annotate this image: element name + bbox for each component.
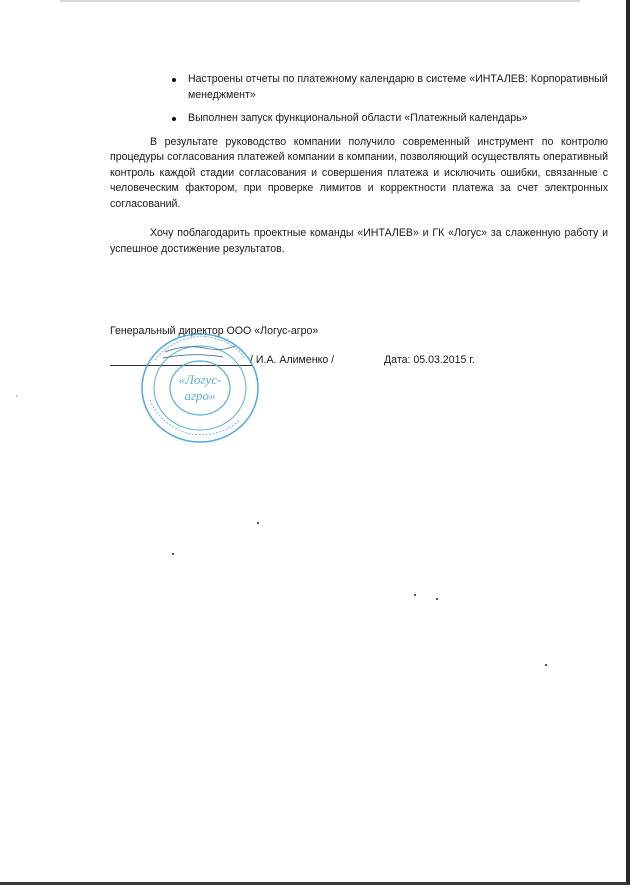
bullet-icon <box>172 78 176 82</box>
bullet-icon <box>172 117 176 121</box>
scan-speck <box>436 598 438 600</box>
company-stamp-icon <box>135 330 265 450</box>
signatory-title: Генеральный директор ООО «Логус-агро» <box>110 325 319 337</box>
page-top-edge <box>60 0 580 2</box>
list-item <box>110 111 608 127</box>
letter-body <box>110 72 608 271</box>
thanks-paragraph: Хочу поблагодарить проектные команды «ИНТАЛЕВ» и ГК «Логус» за слаженную работу и успешное достижение результатов. <box>110 227 608 255</box>
scan-speck <box>545 664 547 666</box>
list-item-text: Настроены отчеты по платежному календарю в системе «ИНТАЛЕВ: Корпоративный менеджмент» <box>188 73 608 101</box>
list-item-text: Выполнен запуск функциональной области «Платежный календарь» <box>188 112 528 124</box>
scan-speck <box>414 594 416 596</box>
results-list <box>110 72 608 127</box>
list-item <box>110 72 608 103</box>
stamp-text-line1: «Логус- <box>178 372 222 387</box>
scan-speck <box>16 395 18 397</box>
result-paragraph: В результате руководство компании получило современный инструмент по контролю процедуры согласования платежей компании в компании, позволяющий осуществлять оперативный контроль каждой стадии согласования и совершения платежа и исключить ошибки, связанные с человеческим фактором, при проверке лимитов и корректности платежа за счет электронных согласований. <box>110 135 608 210</box>
signatory-name: / И.А. Алименко / <box>250 354 335 366</box>
signature-date: Дата: 05.03.2015 г. <box>384 354 475 366</box>
scan-speck <box>257 522 259 524</box>
stamp-text-line2: агро» <box>184 388 216 403</box>
scan-speck <box>172 553 174 555</box>
